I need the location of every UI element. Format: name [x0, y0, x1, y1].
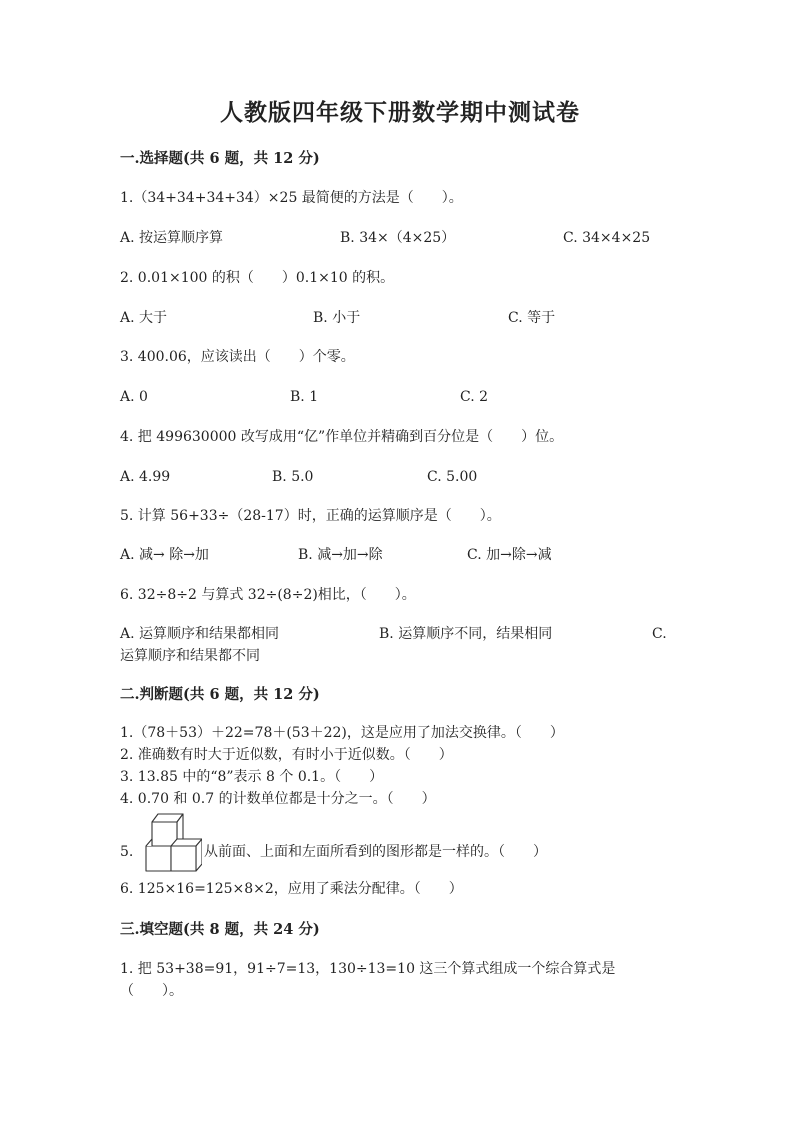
question-text: 5. 计算 56+33÷（28-17）时，正确的运算顺序是（ ）。: [120, 508, 501, 524]
option-a: A. 减→ 除→加: [120, 547, 209, 563]
option-a: A. 4.99: [120, 469, 171, 485]
option-b: B. 减→加→除: [298, 547, 383, 563]
judge-item: 3. 13.85 中的“8”表示 8 个 0.1。（ ）: [120, 769, 384, 785]
section-heading-fill: 三.填空题(共 8 题，共 24 分): [120, 921, 320, 938]
judge-item: 4. 0.70 和 0.7 的计数单位都是十分之一。（ ）: [120, 791, 436, 807]
option-a: A. 运算顺序和结果都相同: [120, 626, 280, 642]
option-c: C. 34×4×25: [563, 230, 651, 246]
option-c: C. 加→除→减: [467, 547, 552, 563]
section-heading-judge: 二.判断题(共 6 题，共 12 分): [120, 686, 320, 703]
option-a: A. 大于: [120, 310, 168, 326]
option-a: A. 按运算顺序算: [120, 230, 224, 246]
judge-item: 6. 125×16=125×8×2，应用了乘法分配律。（ ）: [120, 881, 463, 897]
section-heading-choice: 一.选择题(共 6 题，共 12 分): [120, 150, 320, 167]
question-text: 6. 32÷8÷2 与算式 32÷(8÷2)相比，（ ）。: [120, 587, 416, 603]
fill-item-continued: （ ）。: [120, 983, 183, 999]
question-text: 1.（34+34+34+34）×25 最简便的方法是（ ）。: [120, 190, 463, 206]
option-b: B. 5.0: [272, 469, 314, 485]
cube-figure: [140, 810, 202, 880]
option-b: B. 运算顺序不同，结果相同: [379, 626, 553, 642]
option-c-text: 运算顺序和结果都不同: [120, 648, 260, 664]
question-text: 2. 0.01×100 的积（ ）0.1×10 的积。: [120, 270, 395, 286]
option-b: B. 1: [290, 389, 319, 405]
option-c: C. 2: [460, 389, 489, 405]
judge-item: 2. 准确数有时大于近似数，有时小于近似数。（ ）: [120, 747, 453, 763]
option-b: B. 小于: [313, 310, 361, 326]
question-text: 3. 400.06，应该读出（ ）个零。: [120, 349, 355, 365]
option-c: C. 5.00: [427, 469, 478, 485]
option-c: C. 等于: [508, 310, 556, 326]
judge-item: 1.（78＋53）＋22=78＋(53＋22)，这是应用了加法交换律。（ ）: [120, 725, 564, 741]
fill-item: 1. 把 53+38=91，91÷7=13，130÷13=10 这三个算式组成一个综合算式是: [120, 961, 616, 977]
judge-item-number: 5.: [120, 844, 134, 860]
judge-item: 从前面、上面和左面所看到的图形都是一样的。（ ）: [204, 844, 547, 860]
option-a: A. 0: [120, 389, 148, 405]
option-b: B. 34×（4×25）: [340, 230, 456, 246]
option-c: C.: [652, 626, 667, 642]
question-text: 4. 把 499630000 改写成用“亿”作单位并精确到百分位是（ ）位。: [120, 429, 564, 445]
page-title: 人教版四年级下册数学期中测试卷: [220, 99, 580, 126]
